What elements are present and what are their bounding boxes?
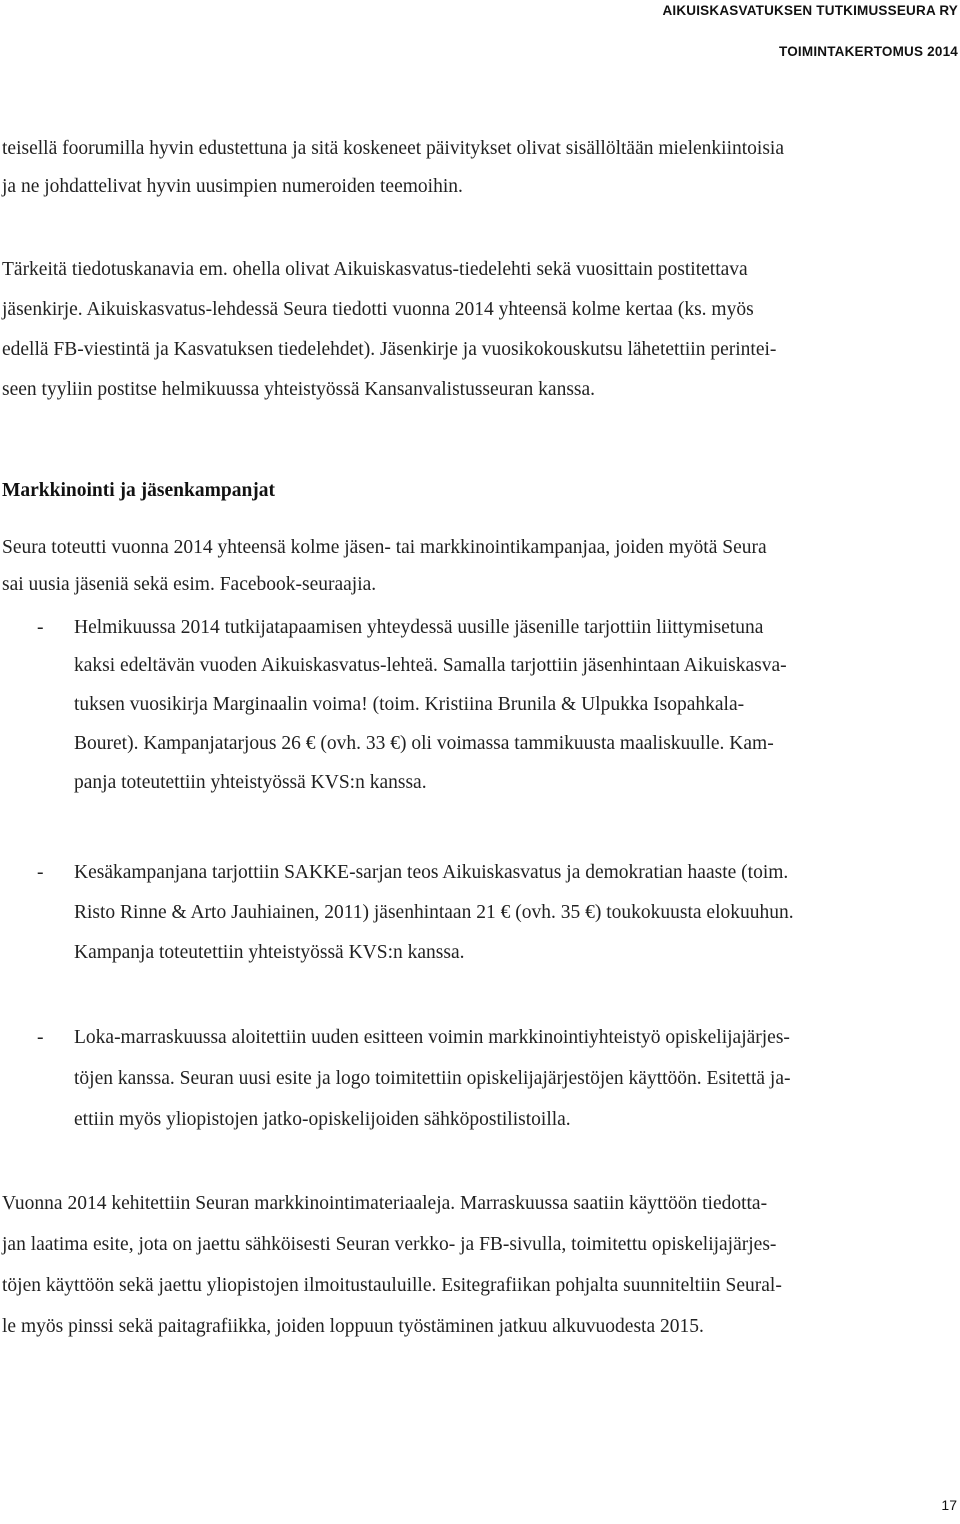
text-line: panja toteutettiin yhteistyössä KVS:n kanssa. — [74, 772, 427, 793]
text-line: edellä FB-viestintä ja Kasvatuksen tiedelehdet). Jäsenkirje ja vuosikokouskutsu lähetettiin perintei- — [2, 339, 777, 360]
bullet-marker: - — [37, 1027, 44, 1048]
text-line: Helmikuussa 2014 tutkijatapaamisen yhteydessä uusille jäsenille tarjottiin liittymisetuna — [74, 617, 764, 638]
bullet-marker: - — [37, 862, 44, 883]
text-line: töjen käyttöön sekä jaettu yliopistojen ilmoitustauluille. Esitegrafiikan pohjalta suunniteltiin Seural- — [2, 1275, 782, 1296]
text-line: kaksi edeltävän vuoden Aikuiskasvatus-lehteä. Samalla tarjottiin jäsenhintaan Aikuiskasva- — [74, 655, 787, 676]
text-line: Seura toteutti vuonna 2014 yhteensä kolme jäsen- tai markkinointikampanjaa, joiden myötä Seura — [2, 537, 767, 558]
text-line: Loka-marraskuussa aloitettiin uuden esitteen voimin markkinointiyhteistyö opiskelijajärjes- — [74, 1027, 790, 1048]
text-line: Vuonna 2014 kehitettiin Seuran markkinointimateriaaleja. Marraskuussa saatiin käyttöön tiedotta- — [2, 1193, 768, 1214]
bullet-marker: - — [37, 617, 44, 638]
text-line: Kesäkampanjana tarjottiin SAKKE-sarjan teos Aikuiskasvatus ja demokratian haaste (toim. — [74, 862, 789, 883]
text-line: jäsenkirje. Aikuiskasvatus-lehdessä Seura tiedotti vuonna 2014 yhteensä kolme kertaa (ks. myös — [2, 299, 754, 320]
text-line: Tärkeitä tiedotuskanavia em. ohella olivat Aikuiskasvatus-tiedelehti sekä vuosittain postitettava — [2, 259, 748, 280]
text-line: sai uusia jäseniä sekä esim. Facebook-seuraajia. — [2, 574, 377, 595]
text-line: Risto Rinne & Arto Jauhiainen, 2011) jäsenhintaan 21 € (ovh. 35 €) toukokuusta elokuuhun. — [74, 902, 794, 923]
text-line: töjen kanssa. Seuran uusi esite ja logo toimitettiin opiskelijajärjestöjen käyttöön. Esitettä ja- — [74, 1068, 791, 1089]
text-line: ettiin myös yliopistojen jatko-opiskelijoiden sähköpostilistoilla. — [74, 1109, 571, 1130]
section-heading: Markkinointi ja jäsenkampanjat — [2, 480, 276, 501]
text-line: seen tyyliin postitse helmikuussa yhteistyössä Kansanvalistusseuran kanssa. — [2, 379, 596, 400]
header-org-name: AIKUISKASVATUKSEN TUTKIMUSSEURA RY — [662, 3, 958, 18]
text-line: Bouret). Kampanjatarjous 26 € (ovh. 33 €) oli voimassa tammikuusta maaliskuulle. Kam- — [74, 733, 774, 754]
text-line: teisellä foorumilla hyvin edustettuna ja sitä koskeneet päivitykset olivat sisällöltään mielenkiintoisia — [2, 138, 784, 159]
text-line: tuksen vuosikirja Marginaalin voima! (toim. Kristiina Brunila & Ulpukka Isopahkala- — [74, 694, 745, 715]
text-line: jan laatima esite, jota on jaettu sähköisesti Seuran verkko- ja FB-sivulla, toimitettu opiskelijajärjes- — [2, 1234, 777, 1255]
text-line: le myös pinssi sekä paitagrafiikka, joiden loppuun työstäminen jatkuu alkuvuodesta 2015. — [2, 1316, 704, 1337]
header-report-title: TOIMINTAKERTOMUS 2014 — [779, 44, 958, 59]
page-number: 17 — [941, 1497, 957, 1513]
text-line: ja ne johdattelivat hyvin uusimpien numeroiden teemoihin. — [2, 176, 463, 197]
text-line: Kampanja toteutettiin yhteistyössä KVS:n kanssa. — [74, 942, 465, 963]
